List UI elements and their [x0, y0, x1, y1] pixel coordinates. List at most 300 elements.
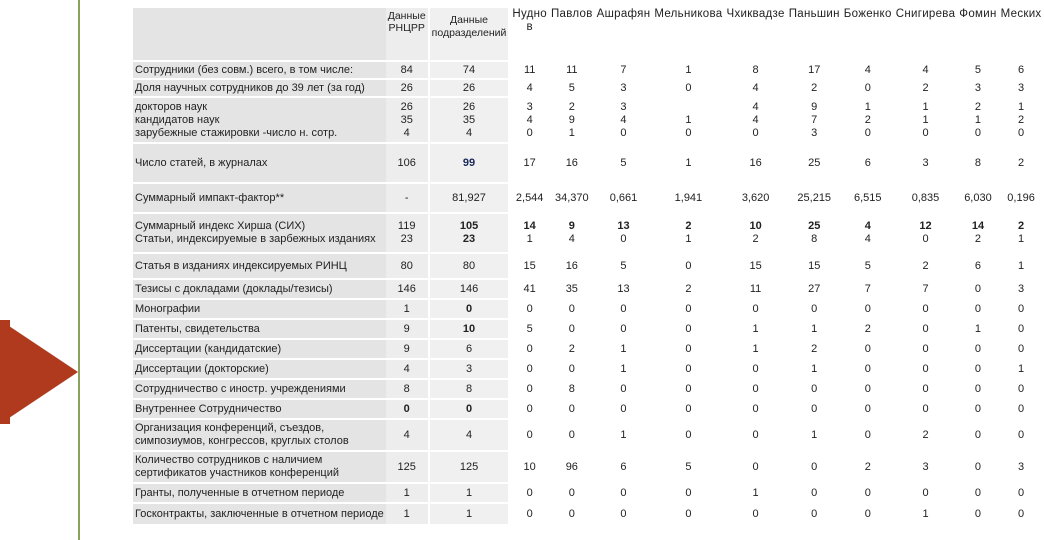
rncrr-value: 106 — [386, 143, 429, 183]
row-label-line: Внутреннее Сотрудничество — [135, 402, 282, 415]
person-value: 11 — [549, 61, 595, 79]
person-value: 3 — [894, 451, 958, 483]
person-value: 2 — [894, 79, 958, 97]
cell-line: 8 — [811, 233, 818, 245]
person-value: 0 — [652, 319, 724, 339]
row-label — [133, 79, 386, 97]
person-value: 0 — [894, 359, 958, 379]
person-value: 0 — [652, 299, 724, 319]
person-value — [509, 97, 549, 143]
person-value: 0 — [787, 483, 842, 503]
person-value: 0 — [894, 379, 958, 399]
person-value: 0 — [652, 419, 724, 451]
person-value: 1 — [595, 359, 653, 379]
person-value: 0,196 — [999, 183, 1044, 213]
cell-line: 4 — [465, 126, 473, 139]
header-person: Снигирева — [894, 8, 958, 61]
person-value: 0 — [595, 399, 653, 419]
cell-line: 25 — [808, 220, 821, 232]
cell-line: 1 — [526, 233, 533, 245]
person-value: 2 — [894, 253, 958, 279]
rncrr-value: 0 — [386, 399, 429, 419]
person-value: 0 — [957, 299, 998, 319]
person-value — [509, 213, 549, 253]
person-value: 1,941 — [652, 183, 724, 213]
cell-line: 10 — [749, 220, 762, 232]
person-value: 5 — [957, 61, 998, 79]
header-empty-cell — [133, 8, 386, 61]
person-value: 0 — [724, 451, 786, 483]
person-value: 6 — [842, 143, 894, 183]
row-label-line: Сотрудники (без совм.) всего, в том числе: — [135, 63, 354, 76]
person-value: 16 — [549, 253, 595, 279]
rncrr-value: 9 — [386, 339, 429, 359]
cell-line: 0 — [620, 126, 627, 139]
person-value: 0 — [999, 379, 1044, 399]
row-label — [133, 97, 386, 143]
cell-line: 13 — [617, 220, 630, 232]
person-value: 3 — [999, 451, 1044, 483]
table-row — [133, 339, 1044, 359]
cell-line: 4 — [403, 126, 410, 139]
departments-value: 146 — [429, 279, 510, 299]
person-value: 0 — [652, 379, 724, 399]
person-value: 0 — [999, 319, 1044, 339]
cell-line: 3 — [811, 126, 818, 139]
person-value: 0 — [509, 399, 549, 419]
person-value: 1 — [595, 419, 653, 451]
rncrr-value: 4 — [386, 359, 429, 379]
cell-line: 0 — [864, 126, 871, 139]
departments-value: 10 — [429, 319, 510, 339]
person-value: 1 — [652, 61, 724, 79]
cell-line: 4 — [864, 233, 871, 245]
person-value: 27 — [787, 279, 842, 299]
person-value: 5 — [595, 253, 653, 279]
rncrr-value: 1 — [386, 299, 429, 319]
row-label — [133, 61, 386, 79]
person-value: 2 — [787, 339, 842, 359]
cell-line: 0 — [974, 126, 982, 139]
person-value: 0 — [652, 359, 724, 379]
cell-line: 0 — [685, 126, 692, 139]
person-value: 0 — [957, 279, 998, 299]
person-value: 0 — [724, 503, 786, 525]
cell-line: 35 — [462, 113, 476, 126]
departments-value: 99 — [429, 143, 510, 183]
person-value: 0 — [999, 483, 1044, 503]
rncrr-value: 1 — [386, 503, 429, 525]
cell-line: 2 — [1018, 220, 1025, 232]
cell-line: 1 — [568, 126, 575, 139]
person-value — [957, 213, 998, 253]
person-value: 2,544 — [509, 183, 549, 213]
table-row — [133, 279, 1044, 299]
person-value: 0 — [509, 299, 549, 319]
person-value: 7 — [595, 61, 653, 79]
person-value: 0 — [595, 503, 653, 525]
person-value: 5 — [842, 253, 894, 279]
cell-line: 4 — [752, 113, 759, 126]
row-label — [133, 419, 386, 451]
person-value: 0 — [842, 359, 894, 379]
table-row — [133, 319, 1044, 339]
row-label-line: Монографии — [135, 302, 201, 315]
person-value: 0 — [549, 399, 595, 419]
cell-line: 4 — [864, 220, 871, 232]
row-label — [133, 253, 386, 279]
person-value: 0 — [595, 379, 653, 399]
person-value: 0 — [957, 483, 998, 503]
person-value: 2 — [652, 279, 724, 299]
table-row — [133, 213, 1044, 253]
cell-line: 35 — [400, 113, 413, 126]
person-value: 0 — [894, 399, 958, 419]
header-person: Боженко — [842, 8, 894, 61]
cell-line: 2 — [864, 113, 871, 126]
person-value: 6 — [999, 61, 1044, 79]
person-value: 6 — [595, 451, 653, 483]
person-value: 16 — [724, 143, 786, 183]
header-person: Мельникова — [652, 8, 724, 61]
person-value: 0 — [509, 503, 549, 525]
person-value: 0,835 — [894, 183, 958, 213]
departments-value: 1 — [429, 483, 510, 503]
cell-line: 14 — [523, 220, 536, 232]
row-label-line: Диссертации (докторские) — [135, 362, 269, 375]
person-value: 0 — [549, 503, 595, 525]
cell-line: 1 — [685, 233, 692, 245]
departments-value: 81,927 — [429, 183, 510, 213]
person-value: 6 — [957, 253, 998, 279]
person-value: 0 — [957, 399, 998, 419]
person-value: 15 — [787, 253, 842, 279]
person-value: 2 — [842, 319, 894, 339]
person-value: 0 — [652, 253, 724, 279]
person-value: 3 — [999, 279, 1044, 299]
table-row — [133, 451, 1044, 483]
person-value: 0 — [549, 299, 595, 319]
person-value: 41 — [509, 279, 549, 299]
row-label-line: Статья в изданиях индексируемых РИНЦ — [135, 259, 347, 272]
person-value — [652, 213, 724, 253]
departments-value: 125 — [429, 451, 510, 483]
person-value: 1 — [957, 319, 998, 339]
person-value: 2 — [549, 339, 595, 359]
row-label-line: Организация конференций, съездов, симпозиумов, конгрессов, круглых столов — [135, 422, 349, 447]
person-value — [894, 97, 958, 143]
cell-line: 0 — [1018, 126, 1025, 139]
row-label-line: Статьи, индексируемые в зарбежных изданиях — [135, 233, 376, 245]
person-value: 0 — [724, 379, 786, 399]
person-value — [894, 213, 958, 253]
cell-line: 4 — [568, 233, 575, 245]
person-value: 17 — [787, 61, 842, 79]
person-value: 0 — [999, 503, 1044, 525]
person-value: 0 — [787, 379, 842, 399]
cell-line: 2 — [974, 100, 982, 113]
person-value — [724, 97, 786, 143]
person-value: 4 — [842, 61, 894, 79]
person-value: 0 — [787, 299, 842, 319]
person-value: 0 — [549, 419, 595, 451]
person-value: 1 — [787, 319, 842, 339]
table-row — [133, 61, 1044, 79]
header-person: Ашрафян — [595, 8, 653, 61]
row-label — [133, 483, 386, 503]
row-label — [133, 299, 386, 319]
row-label — [133, 451, 386, 483]
departments-value: 80 — [429, 253, 510, 279]
person-value: 8 — [724, 61, 786, 79]
cell-line: 9 — [568, 113, 575, 126]
person-value: 3 — [595, 79, 653, 97]
cell-line — [654, 101, 722, 114]
person-value: 3,620 — [724, 183, 786, 213]
cell-line: 2 — [752, 233, 759, 245]
person-value: 1 — [787, 419, 842, 451]
header-departments: Данные подразделений — [429, 8, 510, 61]
person-value: 11 — [724, 279, 786, 299]
cell-line: 2 — [685, 220, 692, 232]
table-row — [133, 97, 1044, 143]
person-value: 0 — [509, 483, 549, 503]
departments-value: 6 — [429, 339, 510, 359]
person-value: 0 — [999, 299, 1044, 319]
table-row — [133, 503, 1044, 525]
table-row — [133, 143, 1044, 183]
cell-line: 9 — [811, 100, 818, 113]
header-person: Фомин — [957, 8, 998, 61]
table-row — [133, 399, 1044, 419]
person-value — [842, 97, 894, 143]
person-value: 0 — [842, 399, 894, 419]
person-value: 0,661 — [595, 183, 653, 213]
row-label-line: Число статей, в журналах — [135, 156, 268, 169]
row-label-line: Гранты, полученные в отчетном периоде — [135, 486, 345, 499]
cell-line: 4 — [620, 113, 627, 126]
row-label-line: кандидатов наук — [135, 113, 220, 126]
header-person: Павлов — [549, 8, 595, 61]
cell-line: 12 — [919, 220, 932, 232]
person-value: 35 — [549, 279, 595, 299]
person-value — [999, 213, 1044, 253]
person-value: 1 — [999, 359, 1044, 379]
person-value: 15 — [724, 253, 786, 279]
row-label-line: Патенты, свидетельства — [135, 322, 260, 335]
person-value: 2 — [999, 143, 1044, 183]
row-label-line: Суммарный импакт-фактор** — [135, 191, 285, 204]
row-label — [133, 503, 386, 525]
person-value: 5 — [549, 79, 595, 97]
person-value — [787, 213, 842, 253]
person-value: 0 — [842, 79, 894, 97]
table-row — [133, 483, 1044, 503]
person-value: 6,030 — [957, 183, 998, 213]
row-label — [133, 183, 386, 213]
person-value: 25,215 — [787, 183, 842, 213]
cell-line: 0 — [526, 126, 533, 139]
person-value: 6,515 — [842, 183, 894, 213]
person-value: 1 — [652, 143, 724, 183]
person-value: 0 — [894, 299, 958, 319]
departments-value: 26 — [429, 79, 510, 97]
person-value: 8 — [957, 143, 998, 183]
rncrr-value: 84 — [386, 61, 429, 79]
header-person: Нудно в — [509, 8, 549, 61]
rncrr-value: 80 — [386, 253, 429, 279]
person-value: 5 — [595, 143, 653, 183]
row-label-line: Суммарный индекс Хирша (СИХ) — [135, 220, 306, 232]
departments-value — [429, 97, 510, 143]
person-value: 8 — [549, 379, 595, 399]
cell-line: 0 — [752, 126, 759, 139]
person-value: 0 — [957, 339, 998, 359]
cell-line: 1 — [922, 100, 929, 113]
person-value: 0 — [724, 399, 786, 419]
person-value: 2 — [842, 451, 894, 483]
header-rncrr: Данные РНЦРР — [386, 8, 429, 61]
departments-value — [429, 213, 510, 253]
person-value: 0 — [509, 339, 549, 359]
person-value: 0 — [787, 399, 842, 419]
row-label-line: Госконтракты, заключенные в отчетном периоде — [135, 507, 384, 520]
person-value: 0 — [509, 419, 549, 451]
person-value: 4 — [894, 61, 958, 79]
cell-line: 1 — [1018, 233, 1025, 245]
person-value: 0 — [842, 483, 894, 503]
row-label — [133, 379, 386, 399]
person-value: 15 — [509, 253, 549, 279]
header-person: Чхиквадзе — [724, 8, 786, 61]
cell-line: 1 — [1018, 100, 1025, 113]
cell-line: 26 — [462, 100, 476, 113]
rncrr-value: - — [386, 183, 429, 213]
person-value: 5 — [509, 319, 549, 339]
departments-value: 8 — [429, 379, 510, 399]
cell-line: 1 — [922, 113, 929, 126]
rncrr-value — [386, 213, 429, 253]
cell-line: 2 — [1018, 113, 1025, 126]
person-value — [842, 213, 894, 253]
person-value: 1 — [787, 359, 842, 379]
person-value: 1 — [724, 319, 786, 339]
slide-red-arrow-shape — [0, 320, 78, 424]
rncrr-value: 146 — [386, 279, 429, 299]
person-value: 0 — [957, 419, 998, 451]
row-label-line: зарубежные стажировки -число н. сотр. — [135, 126, 338, 139]
table-row — [133, 183, 1044, 213]
row-label-line: докторов наук — [135, 100, 208, 113]
person-value: 0 — [595, 319, 653, 339]
rncrr-value: 9 — [386, 319, 429, 339]
person-value: 0 — [652, 79, 724, 97]
person-value: 7 — [894, 279, 958, 299]
departments-value: 74 — [429, 61, 510, 79]
person-value: 0 — [652, 503, 724, 525]
person-value — [652, 97, 724, 143]
cell-line: 1 — [864, 100, 871, 113]
person-value: 3 — [999, 79, 1044, 97]
cell-line: 1 — [974, 113, 982, 126]
departments-value: 4 — [429, 419, 510, 451]
person-value: 17 — [509, 143, 549, 183]
person-value: 3 — [957, 79, 998, 97]
rncrr-value — [386, 97, 429, 143]
table-row — [133, 379, 1044, 399]
header-person: Меских — [999, 8, 1044, 61]
row-label-line: Количество сотрудников с наличием сертификатов участников конференций — [135, 454, 339, 479]
person-value: 16 — [549, 143, 595, 183]
person-value — [957, 97, 998, 143]
cell-line: 0 — [620, 233, 627, 245]
person-value: 0 — [842, 503, 894, 525]
person-value: 0 — [787, 503, 842, 525]
person-value: 1 — [894, 503, 958, 525]
person-value — [549, 213, 595, 253]
person-value — [595, 213, 653, 253]
person-value: 0 — [957, 379, 998, 399]
person-value: 13 — [595, 279, 653, 299]
person-value: 11 — [509, 61, 549, 79]
header-person: Паньшин — [787, 8, 842, 61]
person-value: 0 — [724, 359, 786, 379]
rncrr-value: 8 — [386, 379, 429, 399]
person-value: 0 — [842, 419, 894, 451]
person-value: 0 — [999, 399, 1044, 419]
person-value: 0 — [509, 359, 549, 379]
person-value: 0 — [549, 483, 595, 503]
person-value: 1 — [724, 339, 786, 359]
rncrr-value: 125 — [386, 451, 429, 483]
person-value — [999, 97, 1044, 143]
person-value: 0 — [549, 359, 595, 379]
person-value: 1 — [595, 339, 653, 359]
departments-value: 0 — [429, 399, 510, 419]
cell-line: 2 — [568, 100, 575, 113]
cell-line: 1 — [685, 113, 692, 126]
person-value: 0 — [595, 483, 653, 503]
table-header-row — [133, 8, 1044, 61]
person-value: 0 — [652, 339, 724, 359]
person-value: 0 — [957, 359, 998, 379]
person-value — [724, 213, 786, 253]
person-value: 0 — [957, 451, 998, 483]
person-value: 0 — [894, 319, 958, 339]
person-value: 7 — [842, 279, 894, 299]
cell-line: 26 — [400, 100, 413, 113]
person-value: 3 — [894, 143, 958, 183]
person-value: 0 — [999, 419, 1044, 451]
person-value: 96 — [549, 451, 595, 483]
person-value — [595, 97, 653, 143]
person-value: 4 — [724, 79, 786, 97]
row-label — [133, 213, 386, 253]
row-label — [133, 359, 386, 379]
person-value: 0 — [652, 399, 724, 419]
row-label — [133, 319, 386, 339]
person-value: 1 — [724, 483, 786, 503]
person-value: 34,370 — [549, 183, 595, 213]
person-value: 0 — [894, 483, 958, 503]
person-value: 25 — [787, 143, 842, 183]
person-value: 0 — [999, 339, 1044, 359]
cell-line: 4 — [752, 100, 759, 113]
person-value: 0 — [842, 379, 894, 399]
person-value: 0 — [957, 503, 998, 525]
person-value: 5 — [652, 451, 724, 483]
person-value: 2 — [894, 419, 958, 451]
